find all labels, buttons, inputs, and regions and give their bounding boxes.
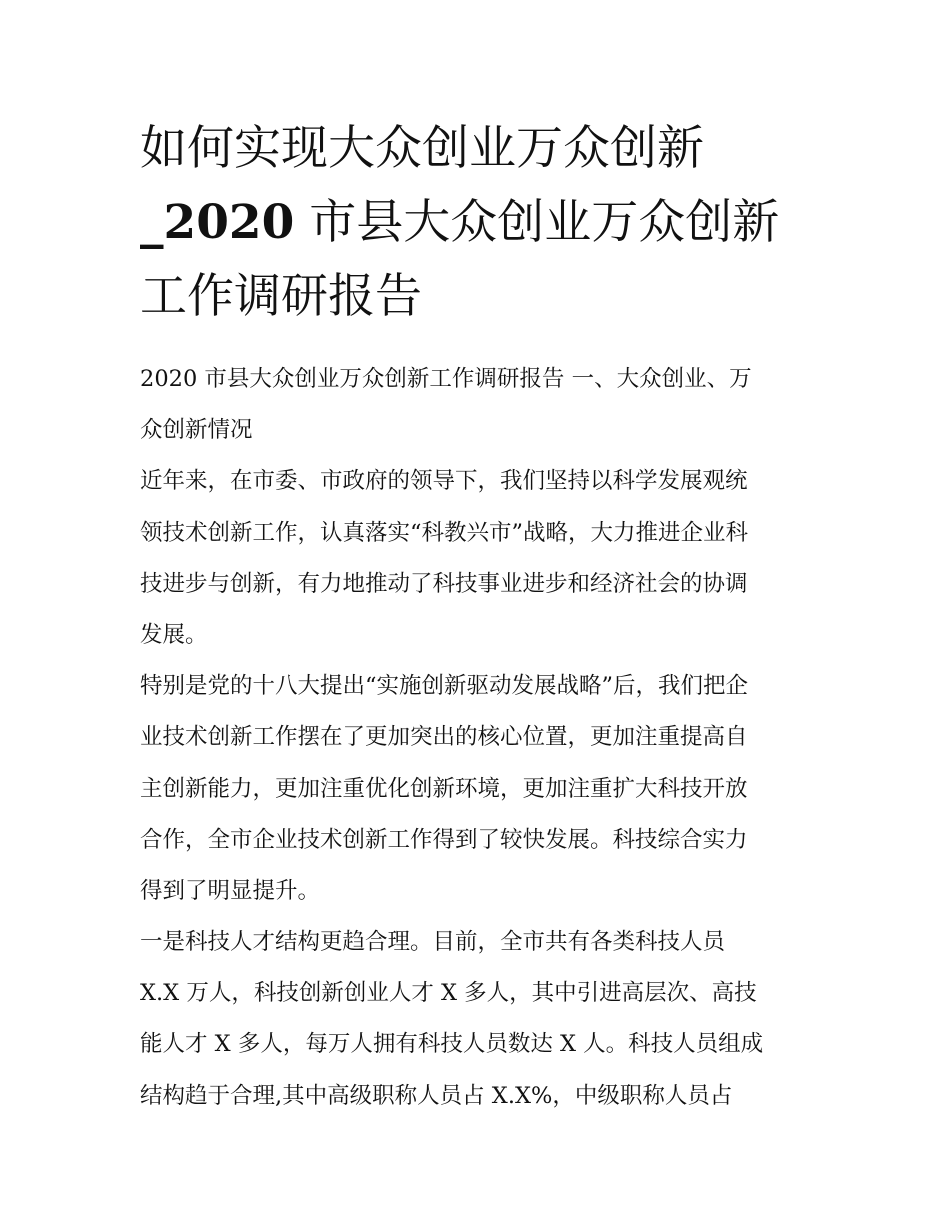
title-year: _2020 [140, 195, 295, 250]
body-line-4: 领技术创新工作，认真落实“科教兴市”战略，大力推进企业科 [140, 519, 749, 546]
title-line-1: 如何实现大众创业万众创新 [140, 121, 704, 176]
body-line-8: 业技术创新工作摆在了更加突出的核心位置，更加注重提高自 [140, 724, 748, 751]
body-line-15: 结构趋于合理,其中高级职称人员占 X.X%，中级职称人员占 [140, 1082, 733, 1109]
body-line-13: X.X 万人，科技创新创业人才 X 多人，其中引进高层次、高技 [140, 980, 757, 1007]
body-line-12: 一是科技人才结构更趋合理。目前，全市共有各类科技人员 [140, 929, 726, 956]
title-line-2 [140, 186, 820, 260]
document-body [140, 354, 820, 1122]
title-line-2-text: 市县大众创业万众创新 [294, 195, 780, 250]
body-line-5: 技进步与创新，有力地推动了科技事业进步和经济社会的协调 [140, 570, 748, 597]
title-line-3: 工作调研报告 [140, 269, 422, 324]
body-line-2: 众创新情况 [140, 417, 253, 444]
body-line-3: 近年来，在市委、市政府的领导下，我们坚持以科学发展观统 [140, 468, 748, 495]
body-line-14: 能人才 X 多人，每万人拥有科技人员数达 X 人。科技人员组成 [140, 1031, 764, 1058]
body-line-1: 2020 市县大众创业万众创新工作调研报告 一、大众创业、万 [140, 366, 752, 392]
body-line-10: 合作，全市企业技术创新工作得到了较快发展。科技综合实力 [140, 826, 748, 853]
body-line-9: 主创新能力，更加注重优化创新环境，更加注重扩大科技开放 [140, 775, 748, 802]
document-title [140, 112, 820, 334]
body-line-6: 发展。 [140, 621, 208, 648]
body-line-7: 特别是党的十八大提出“实施创新驱动发展战略”后，我们把企 [140, 673, 749, 700]
body-line-11: 得到了明显提升。 [140, 877, 321, 904]
